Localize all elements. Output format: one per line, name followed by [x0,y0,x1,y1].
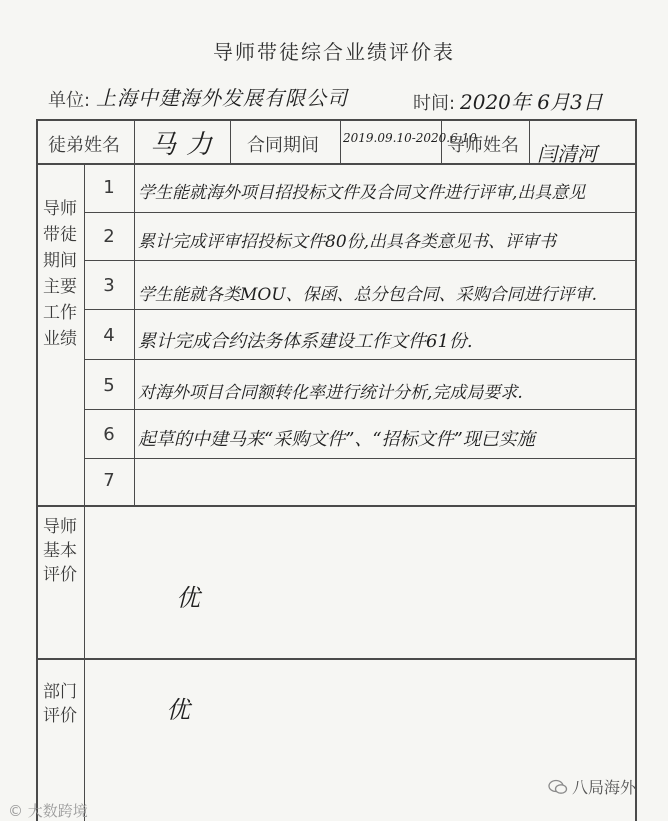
row-line-5 [84,409,637,410]
mentor-eval-header: 导师基本评价 [43,517,77,585]
page-title: 导师带徒综合业绩评价表 [213,40,455,64]
achievements-bottom [36,505,637,507]
wechat-icon [548,779,568,795]
mentor-eval-bottom [36,658,637,660]
apprentice-name-value: 马力 [150,130,223,160]
achievement-text-2: 累计完成评审招投标文件80份,出具各类意见书、评审书 [138,232,557,252]
achievements-col-sep-2 [134,163,135,506]
mentor-name-value: 闫清河 [537,142,597,166]
watermark-right [548,775,636,798]
mentor-eval-value: 优 [176,584,200,612]
contract-period-label: 合同期间 [247,135,319,156]
achievement-text-3: 学生能就各类MOU、保函、总分包合同、采购合同进行评审. [138,285,598,305]
table-left-border [36,119,38,821]
achievement-num-1: 1 [103,177,115,198]
row-line-1 [84,212,637,213]
time-value: 2020年 6月3日 [460,90,603,114]
unit-value: 上海中建海外发展有限公司 [96,86,348,110]
achievement-text-6: 起草的中建马来“采购文件”、“招标文件”现已实施 [138,429,535,450]
dept-eval-value: 优 [166,696,190,724]
header-sep-3 [340,119,341,164]
watermark-left: © 大数跨境 [8,802,88,820]
header-sep-5 [529,119,530,164]
achievement-num-3: 3 [103,275,115,296]
unit-label: 单位: [48,90,91,111]
achievement-num-5: 5 [103,375,115,396]
achievement-num-7: 7 [103,470,115,491]
achievement-num-4: 4 [103,325,115,346]
achievement-text-4: 累计完成合约法务体系建设工作文件61份. [138,331,473,352]
table-top-border [36,119,637,121]
row-line-4 [84,359,637,360]
table-right-border [635,119,637,821]
apprentice-name-label: 徒弟姓名 [48,135,120,156]
row-line-2 [84,260,637,261]
row-line-3 [84,309,637,310]
time-label: 时间: [413,93,456,114]
watermark-right-text: 八局海外 [572,778,637,797]
mentor-name-label: 导师姓名 [447,135,519,156]
achievement-num-2: 2 [103,226,115,247]
achievements-header: 导师带徒期间主要工作业绩 [43,199,77,349]
row-line-6 [84,458,637,459]
achievement-text-1: 学生能就海外项目招投标文件及合同文件进行评审,出具意见 [138,183,586,203]
mentor-eval-col-sep [84,506,85,821]
header-sep-1 [134,119,135,164]
achievement-text-5: 对海外项目合同额转化率进行统计分析,完成局要求. [138,383,523,403]
achievement-num-6: 6 [103,424,115,445]
contract-period-value: 2019.09.10-2020.6.10 [343,131,477,145]
header-sep-2 [230,119,231,164]
dept-eval-header: 部门评价 [43,682,77,726]
